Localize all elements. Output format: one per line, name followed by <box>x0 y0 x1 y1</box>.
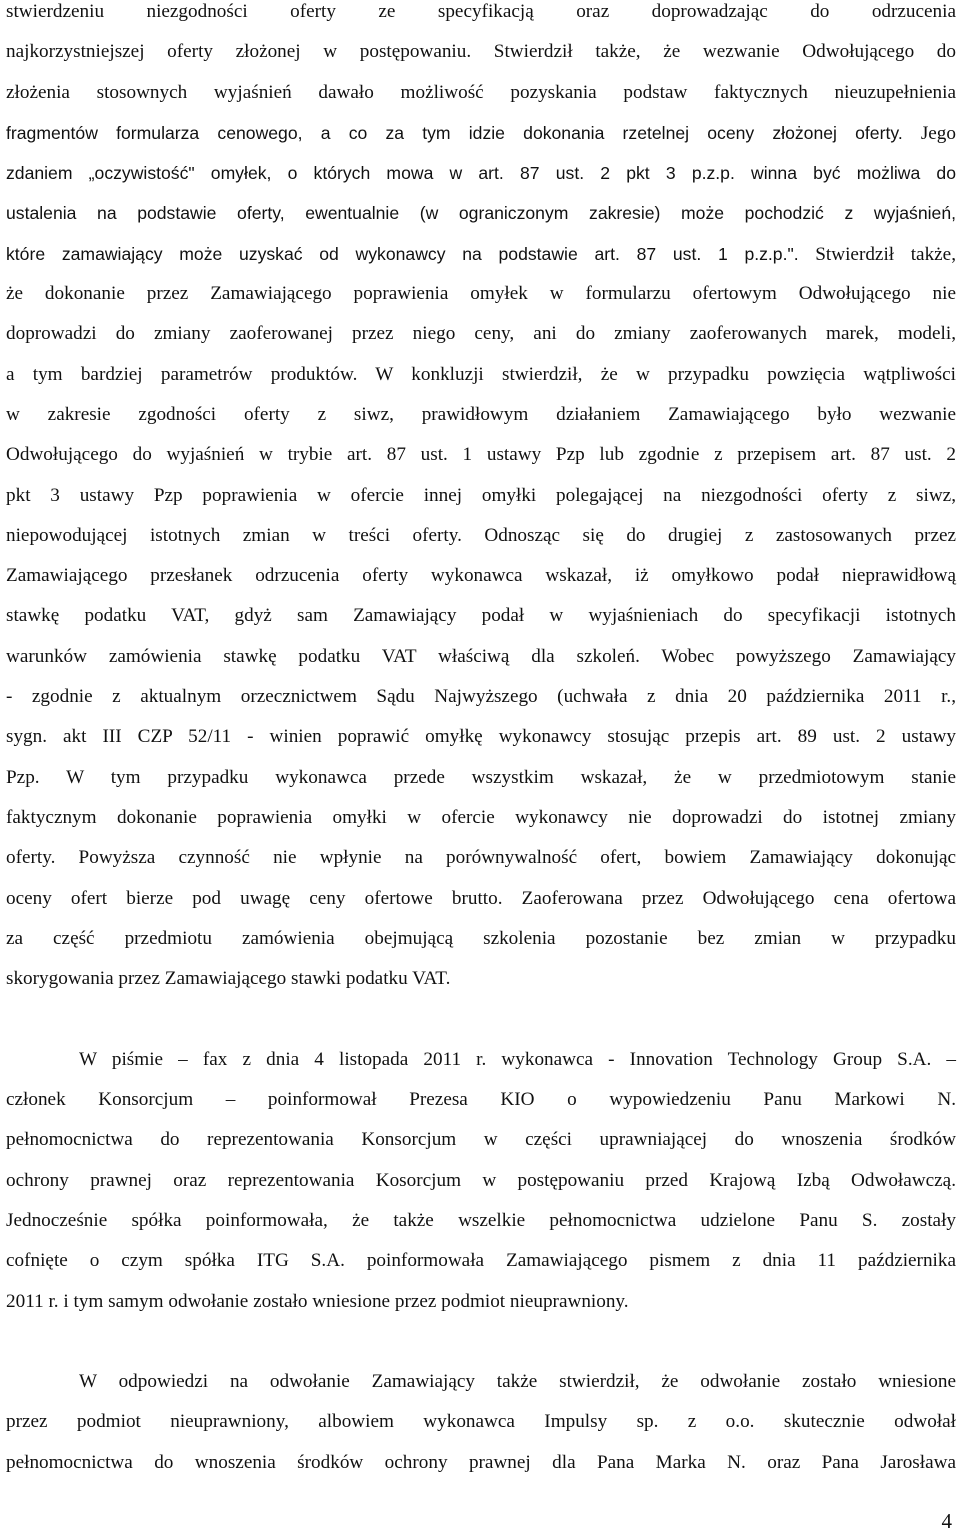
text-line: pkt 3 ustawy Pzp poprawienia w ofercie innej omyłki polegającej na niezgodności oferty z siwz, <box>6 484 956 506</box>
text-line: faktycznym dokonanie poprawienia omyłki w ofercie wykonawcy nie doprowadzi do istotnej zmiany <box>6 806 956 828</box>
paragraph-gap <box>6 999 956 1039</box>
text-span: Stwierdził także, <box>798 243 956 265</box>
text-line: oferty. Powyższa czynność nie wpłynie na porównywalność ofert, bowiem Zamawiający dokonując <box>6 847 956 869</box>
text-line: w zakresie zgodności oferty z siwz, prawidłowym działaniem Zamawiającego było wezwanie <box>6 403 956 425</box>
text-line: W piśmie – fax z dnia 4 listopada 2011 r. wykonawca - Innovation Technology Group S.A. – <box>79 1048 956 1070</box>
text-span: Jego <box>902 122 956 144</box>
paragraph-gap <box>6 1322 956 1362</box>
text-line: pełnomocnictwa do wnoszenia środków ochrony prawnej dla Pana Marka N. oraz Pana Jarosława <box>6 1451 956 1473</box>
text-line: że dokonanie przez Zamawiającego poprawienia omyłek w formularzu ofertowym Odwołującego nie <box>6 283 956 305</box>
text-line <box>6 113 956 153</box>
text-line: najkorzystniejszej oferty złożonej w postępowaniu. Stwierdził także, że wezwanie Odwołującego do <box>6 41 956 63</box>
text-line: oceny ofert bierze pod uwagę ceny ofertowe brutto. Zaoferowana przez Odwołującego cena ofertowa <box>6 887 956 909</box>
text-line: niepowodującej istotnych zmian w treści oferty. Odnosząc się do drugiej z zastosowanych przez <box>6 524 956 546</box>
page-number: 4 <box>941 1509 952 1533</box>
text-line <box>6 234 956 274</box>
text-line: Zamawiającego przesłanek odrzucenia oferty wykonawca wskazał, iż omyłkowo podał nieprawidłową <box>6 565 956 587</box>
text-line: Odwołującego do wyjaśnień w trybie art. 87 ust. 1 ustawy Pzp lub zgodnie z przepisem art. 87 ust. 2 <box>6 444 956 466</box>
text-span: które zamawiający może uzyskać od wykonawcy na podstawie art. 87 ust. 1 p.z.p.". <box>6 243 799 264</box>
text-line: przez podmiot nieuprawniony, albowiem wykonawca Impulsy sp. z o.o. skutecznie odwołał <box>6 1411 956 1433</box>
text-line: doprowadzi do zmiany zaoferowanej przez niego ceny, ani do zmiany zaoferowanych marek, modeli, <box>6 323 956 345</box>
text-line: W odpowiedzi na odwołanie Zamawiający także stwierdził, że odwołanie zostało wniesione <box>79 1371 956 1393</box>
text-line: Jednocześnie spółka poinformowała, że także wszelkie pełnomocnictwa udzielone Panu S. zostały <box>6 1209 956 1231</box>
text-line: za część przedmiotu zamówienia obejmującą szkolenia pozostanie bez zmian w przypadku <box>6 927 956 949</box>
text-line: zdaniem „oczywistość" omyłek, o których mowa w art. 87 ust. 2 pkt 3 p.z.p. winna być możliwa do <box>6 163 956 184</box>
paragraph-2 <box>6 1040 956 1322</box>
text-line: stawkę podatku VAT, gdyż sam Zamawiający podał w wyjaśnieniach do specyfikacji istotnych <box>6 605 956 627</box>
text-line: członek Konsorcjum – poinformował Prezesa KIO o wypowiedzeniu Panu Markowi N. <box>6 1089 956 1111</box>
paragraph-3 <box>6 1362 956 1483</box>
text-line: - zgodnie z aktualnym orzecznictwem Sądu Najwyższego (uchwała z dnia 20 października 2011 r., <box>6 686 956 708</box>
text-line: ustalenia na podstawie oferty, ewentualnie (w ograniczonym zakresie) może pochodzić z wyjaśnień, <box>6 203 956 224</box>
text-span: fragmentów formularza cenowego, a co za tym idzie dokonania rzetelnej oceny złożonej oferty. <box>6 122 903 143</box>
text-line: skorygowania przez Zamawiającego stawki podatku VAT. <box>6 968 451 990</box>
text-line: pełnomocnictwa do reprezentowania Konsorcjum w części uprawniającej do wnoszenia środków <box>6 1129 956 1151</box>
paragraph-1 <box>6 0 956 999</box>
text-line: cofnięte o czym spółka ITG S.A. poinformowała Zamawiającego pismem z dnia 11 października <box>6 1250 956 1272</box>
text-line: złożenia stosownych wyjaśnień dawało możliwość pozyskania podstaw faktycznych nieuzupełnienia <box>6 81 956 103</box>
text-line: ochrony prawnej oraz reprezentowania Kosorcjum w postępowaniu przed Krajową Izbą Odwoławczą. <box>6 1169 956 1191</box>
text-line: warunków zamówienia stawkę podatku VAT właściwą dla szkoleń. Wobec powyższego Zamawiający <box>6 645 956 667</box>
text-line: sygn. akt III CZP 52/11 - winien poprawić omyłkę wykonawcy stosując przepis art. 89 ust. 2 ustawy <box>6 726 956 748</box>
document-page <box>6 0 956 1483</box>
text-line: stwierdzeniu niezgodności oferty ze specyfikacją oraz doprowadzając do odrzucenia <box>6 1 956 22</box>
text-line: Pzp. W tym przypadku wykonawca przede wszystkim wskazał, że w przedmiotowym stanie <box>6 766 956 788</box>
text-line: a tym bardziej parametrów produktów. W konkluzji stwierdził, że w przypadku powzięcia wątpliwości <box>6 363 956 385</box>
text-line: 2011 r. i tym samym odwołanie zostało wniesione przez podmiot nieuprawniony. <box>6 1290 629 1312</box>
